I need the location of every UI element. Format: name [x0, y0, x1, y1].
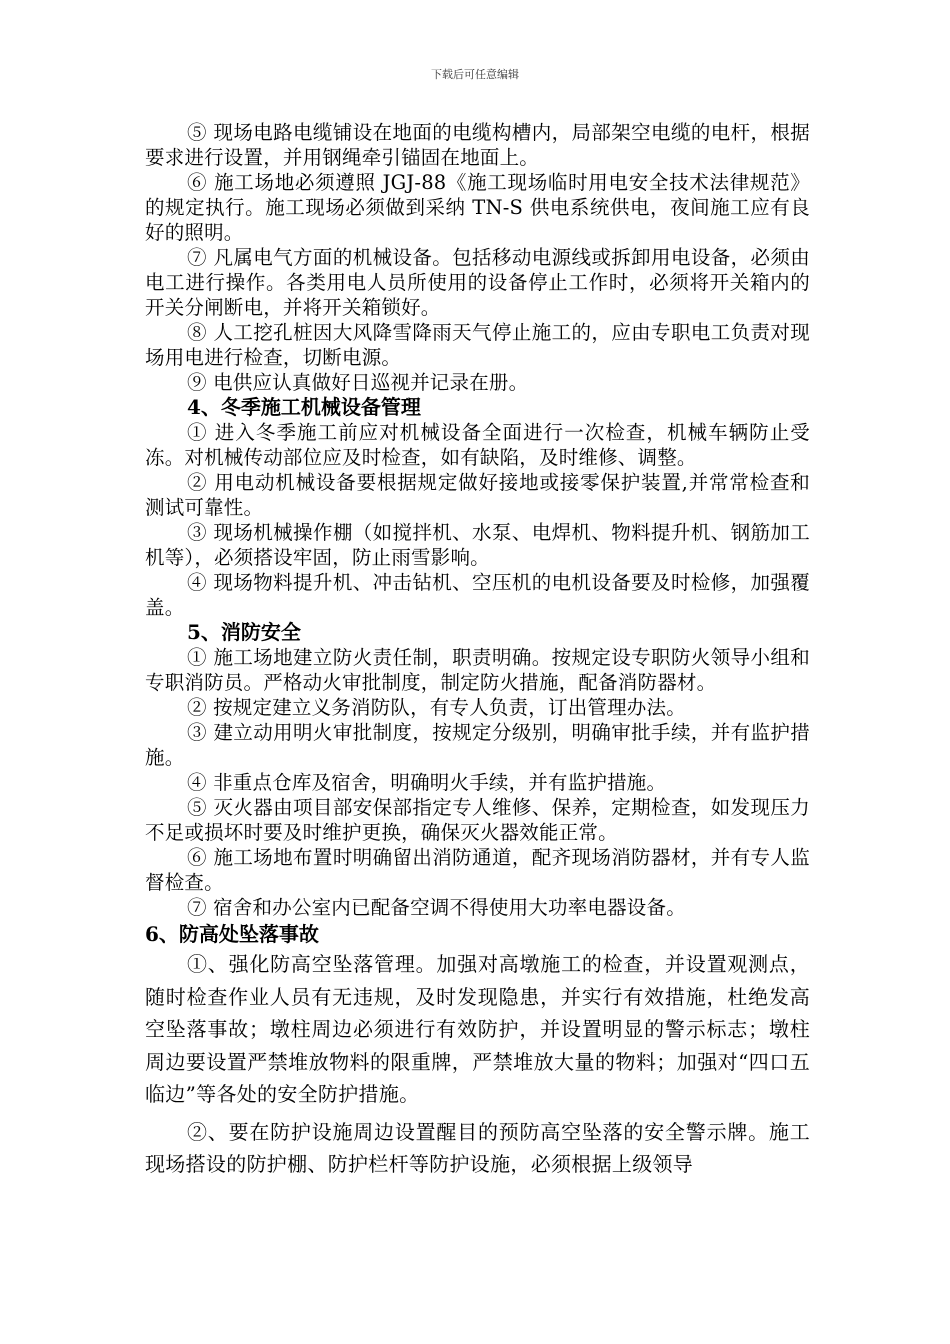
paragraph: ⑤ 现场电路电缆铺设在地面的电缆构槽内，局部架空电缆的电杆，根据要求进行设置，并用钢绳牵引锚固在地面上。 — [145, 121, 810, 169]
paragraph: ⑦ 宿舍和办公室内已配备空调不得使用大功率电器设备。 — [187, 896, 686, 919]
paragraph: ②、要在防护设施周边设置醒目的预防高空坠落的安全警示牌。施工现场搭设的防护棚、防护栏杆等防护设施，必须根据上级领导 — [145, 1119, 810, 1176]
paragraph: ⑦ 凡属电气方面的机械设备。包括移动电源线或拆卸用电设备，必须由电工进行操作。各类用电人员所使用的设备停止工作时，必须将开关箱内的开关分闸断电，并将开关箱锁好。 — [145, 246, 810, 319]
section-electrical-fire — [145, 120, 810, 920]
paragraph: ⑨ 电供应认真做好日巡视并记录在册。 — [187, 371, 529, 394]
paragraph: ④ 非重点仓库及宿舍，明确明火手续，并有监护措施。 — [187, 771, 667, 794]
paragraph: ① 进入冬季施工前应对机械设备全面进行一次检查，机械车辆防止受冻。对机械传动部位应及时检查，如有缺陷，及时维修、调整。 — [145, 421, 810, 469]
page-header: 下载后可任意编辑 — [431, 68, 519, 81]
paragraph: ② 用电动机械设备要根据规定做好接地或接零保护装置,并常常检查和测试可靠性。 — [145, 471, 810, 519]
paragraph: ⑧ 人工挖孔桩因大风降雪降雨天气停止施工的，应由专职电工负责对现场用电进行检查，切断电源。 — [145, 321, 810, 369]
document-body — [145, 120, 810, 1181]
section-fall-prevention — [145, 948, 810, 1181]
section-heading: 4、冬季施工机械设备管理 — [187, 395, 421, 419]
heading-fall-prevention: 6、防高处坠落事故 — [145, 922, 319, 946]
section-heading: 5、消防安全 — [187, 620, 301, 644]
paragraph: ⑥ 施工场地布置时明确留出消防通道，配齐现场消防器材，并有专人监督检查。 — [145, 846, 810, 894]
paragraph: ①、强化防高空坠落管理。加强对高墩施工的检查，并设置观测点，随时检查作业人员有无违规，及时发现隐患，并实行有效措施，杜绝发高空坠落事故；墩柱周边必须进行有效防护，并设置明显的警示标志；墩柱周边要设置严禁堆放物料的限重牌，严禁堆放大量的物料；加强对“四口五临边”等各处的安全防护措施。 — [145, 952, 810, 1106]
paragraph: ① 施工场地建立防火责任制，职责明确。按规定设专职防火领导小组和专职消防员。严格动火审批制度，制定防火措施，配备消防器材。 — [145, 646, 810, 694]
paragraph: ⑥ 施工场地必须遵照 JGJ-88《施工现场临时用电安全技术法律规范》的规定执行。施工现场必须做到采纳 TN-S 供电系统供电，夜间施工应有良好的照明。 — [145, 171, 810, 244]
paragraph: ② 按规定建立义务消防队，有专人负责，订出管理办法。 — [187, 696, 686, 719]
paragraph: ⑤ 灭火器由项目部安保部指定专人维修、保养，定期检查，如发现压力不足或损坏时要及时维护更换，确保灭火器效能正常。 — [145, 796, 810, 844]
paragraph: ③ 建立动用明火审批制度，按规定分级别，明确审批手续，并有监护措施。 — [145, 721, 810, 769]
paragraph: ③ 现场机械操作棚（如搅拌机、水泵、电焊机、物料提升机、钢筋加工机等），必须搭设牢固，防止雨雪影响。 — [145, 521, 810, 569]
paragraph: ④ 现场物料提升机、冲击钻机、空压机的电机设备要及时检修，加强覆盖。 — [145, 571, 810, 619]
